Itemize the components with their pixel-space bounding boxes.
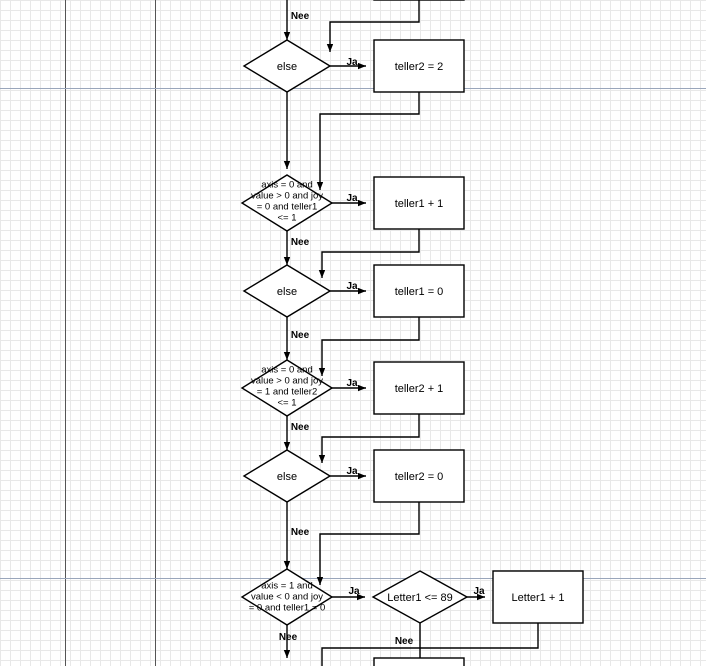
edge-label-ja-7: Ja bbox=[473, 586, 485, 597]
connector-teller2-0-return bbox=[320, 502, 419, 585]
decision-cond3-label-2: value < 0 and joy bbox=[250, 591, 324, 603]
connector-teller2-2-return bbox=[320, 92, 419, 190]
process-box-partial-bottom[interactable] bbox=[374, 658, 464, 666]
edge-label-nee-3: Nee bbox=[290, 422, 310, 433]
process-teller2-plus-1-label: teller2 + 1 bbox=[394, 382, 444, 395]
decision-else-2-label: else bbox=[276, 470, 298, 483]
decision-cond2-label: axis = 0 and bbox=[261, 364, 313, 376]
decision-cond1-label: axis = 0 and bbox=[261, 179, 313, 191]
edge-label-ja-1: Ja bbox=[346, 57, 358, 68]
edge-label-ja-2: Ja bbox=[346, 193, 358, 204]
decision-else-top-label: else bbox=[276, 60, 298, 73]
edge-label-nee-4: Nee bbox=[290, 527, 310, 538]
edge-label-nee-top: Nee bbox=[290, 11, 310, 22]
decision-cond1-label-4: <= 1 bbox=[277, 212, 297, 224]
process-letter1-plus-1-label: Letter1 + 1 bbox=[511, 591, 565, 604]
edge-label-ja-5: Ja bbox=[346, 466, 358, 477]
decision-cond1-label-3: = 0 and teller1 bbox=[256, 201, 318, 213]
edge-label-nee-2: Nee bbox=[290, 330, 310, 341]
edge-label-ja-4: Ja bbox=[346, 378, 358, 389]
edge-label-nee-1: Nee bbox=[290, 237, 310, 248]
edge-label-ja-6: Ja bbox=[348, 586, 360, 597]
decision-cond1-label-2: value > 0 and joy bbox=[250, 190, 324, 202]
decision-else-1-label: else bbox=[276, 285, 298, 298]
process-teller1-0-label: teller1 = 0 bbox=[394, 285, 444, 298]
decision-letter1-le-89-label: Letter1 <= 89 bbox=[387, 591, 453, 604]
decision-cond2-label-2: value > 0 and joy bbox=[250, 375, 324, 387]
edge-label-ja-3: Ja bbox=[346, 281, 358, 292]
decision-cond2-label-3: = 1 and teller2 bbox=[256, 386, 318, 398]
process-teller2-2-label: teller2 = 2 bbox=[394, 60, 444, 73]
process-teller1-plus-1-label: teller1 + 1 bbox=[394, 197, 444, 210]
decision-cond3-label-3: = 0 and teller1 = 0 bbox=[248, 602, 326, 614]
decision-cond3-label: axis = 1 and bbox=[261, 580, 313, 592]
edge-label-nee-6: Nee bbox=[394, 636, 414, 647]
decision-cond2-label-4: <= 1 bbox=[277, 397, 297, 409]
process-teller2-0-label: teller2 = 0 bbox=[394, 470, 444, 483]
edge-label-nee-5: Nee bbox=[278, 632, 298, 643]
